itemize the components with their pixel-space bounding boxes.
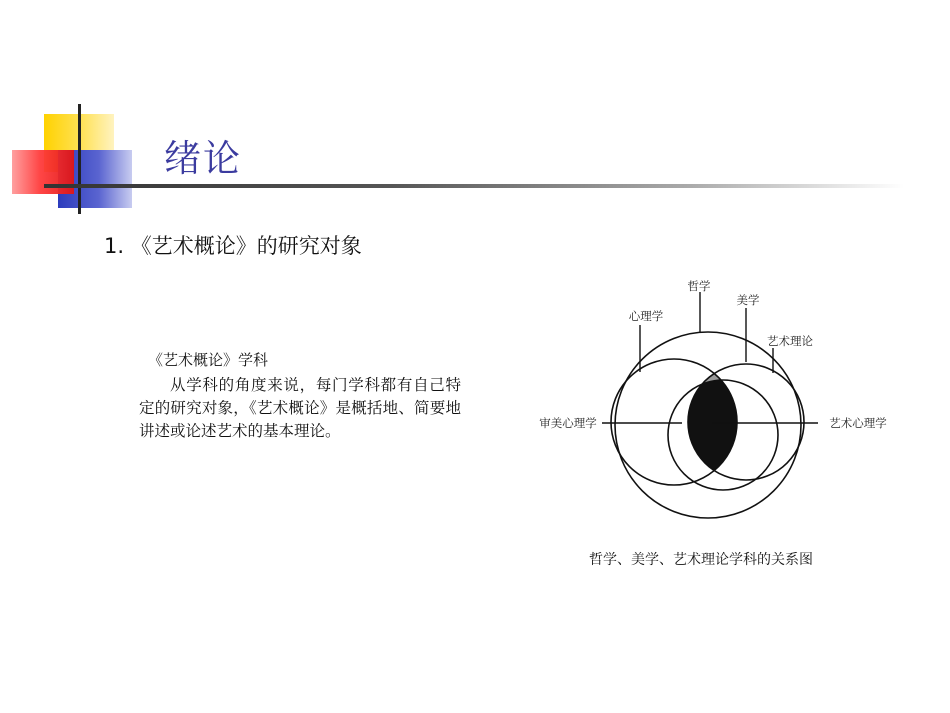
- subject-heading: 《艺术概论》学科: [148, 351, 269, 369]
- body-paragraph: 从学科的角度来说，每门学科都有自己特定的研究对象，《艺术概论》是概括地、简要地讲述或论述艺术的基本理论。: [139, 376, 461, 440]
- label-art-theory: 艺术理论: [767, 334, 813, 348]
- label-aesthetics: 美学: [736, 293, 760, 307]
- slide-title: 绪论: [164, 137, 242, 180]
- label-art-psychology: 艺术心理学: [829, 416, 887, 430]
- title-underline: [44, 184, 904, 188]
- label-philosophy: 哲学: [687, 279, 711, 293]
- label-psychology: 心理学: [628, 309, 664, 323]
- section-heading: 1. 《艺术概论》的研究对象: [104, 234, 362, 258]
- relationship-venn-diagram: [520, 270, 900, 530]
- label-aesthetic-psychology: 审美心理学: [539, 416, 597, 430]
- figure-caption: 哲学、美学、艺术理论学科的关系图: [589, 552, 813, 568]
- decor-vertical-line: [78, 104, 81, 214]
